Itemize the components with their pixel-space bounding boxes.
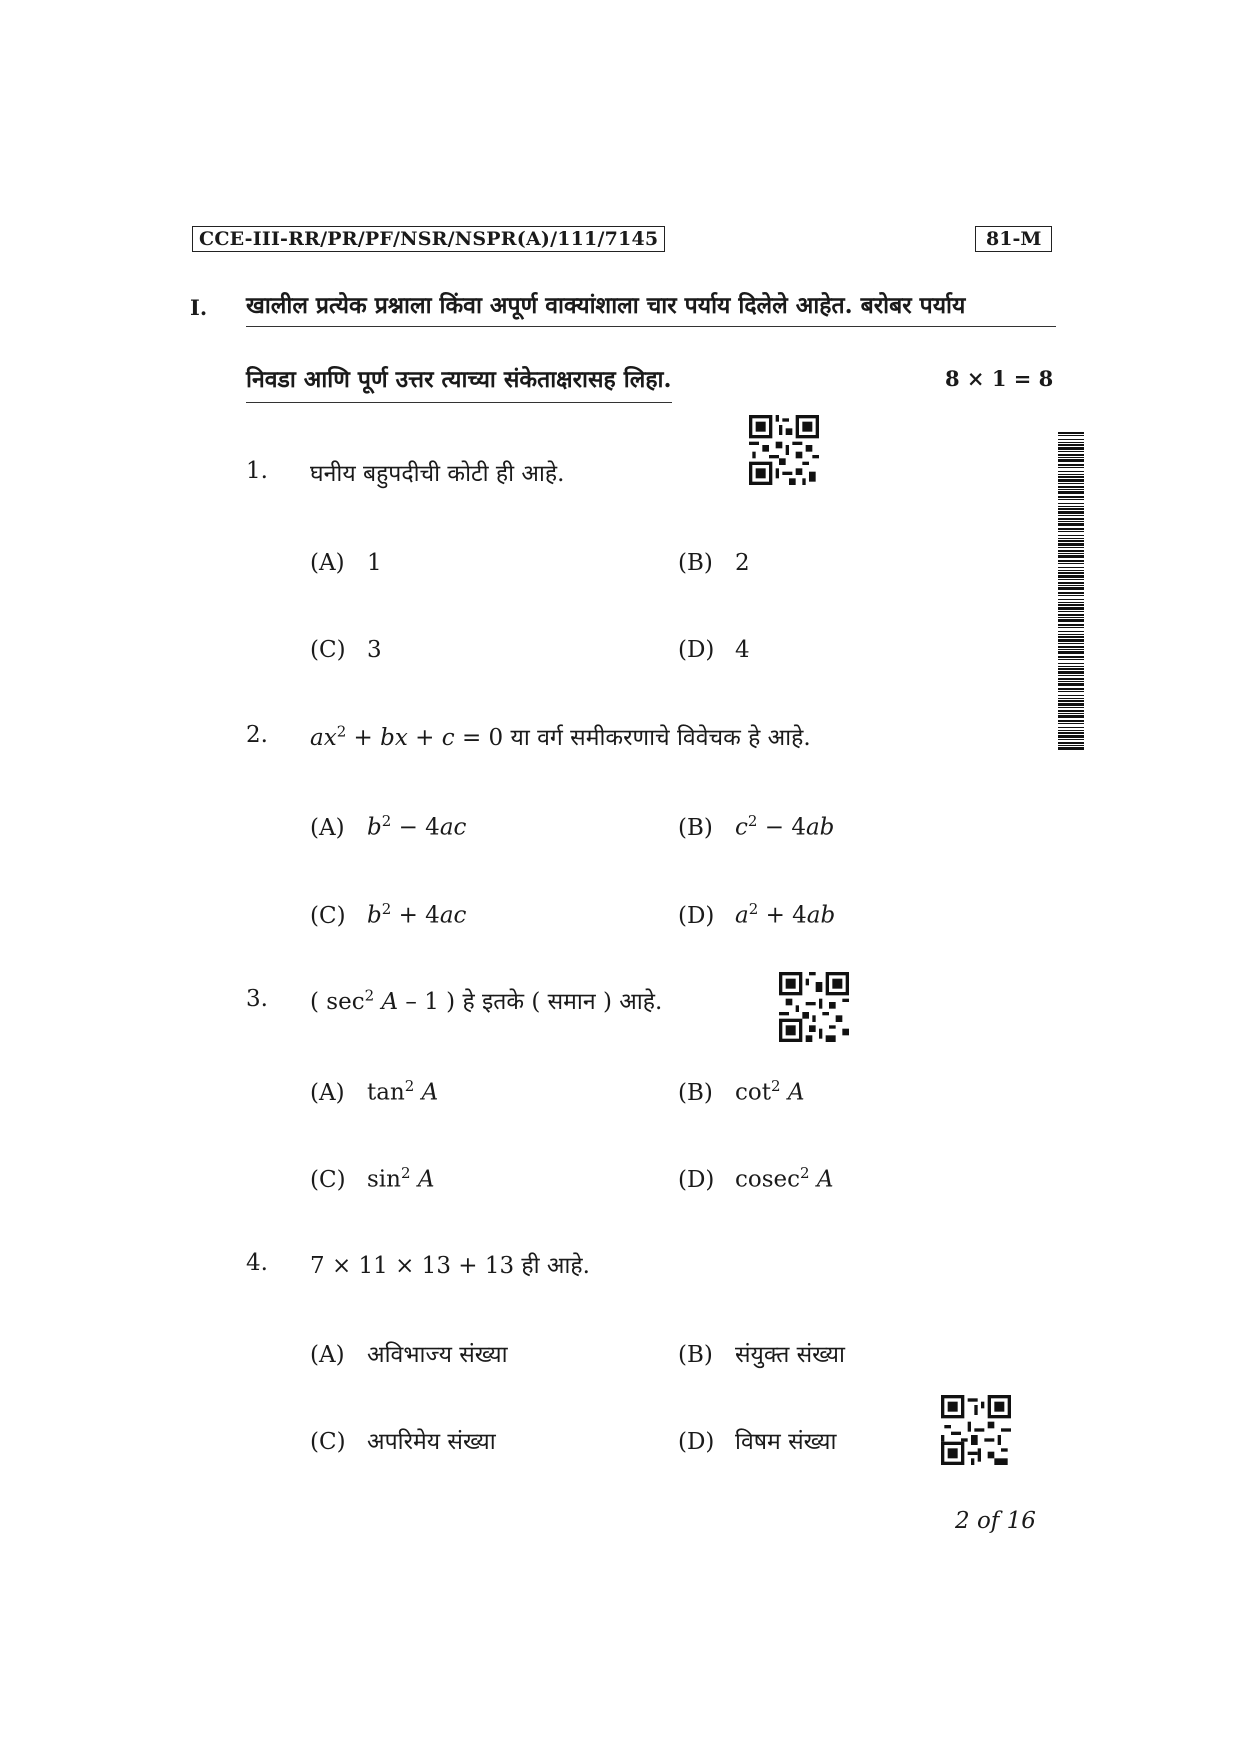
- option-label: (B): [678, 1079, 713, 1106]
- option-b: [678, 1337, 845, 1369]
- option-c: [310, 1424, 496, 1456]
- option-b: [678, 550, 750, 576]
- section-marks: 8 × 1 = 8: [945, 366, 1054, 391]
- page-number: 2 of 16: [955, 1508, 1036, 1534]
- subject-code: 81-M: [975, 226, 1052, 252]
- option-label: (D): [678, 637, 715, 663]
- option-c: (C) $b^2 + 4ac$: [310, 900, 467, 929]
- question-number: 3.: [246, 986, 268, 1012]
- option-label: (C): [310, 1166, 346, 1193]
- option-text: 2: [735, 550, 750, 576]
- option-a: [310, 1337, 508, 1369]
- option-label: (C): [310, 902, 346, 929]
- qr-code-icon: [778, 972, 850, 1042]
- option-text: संयुक्त संख्या: [735, 1342, 845, 1368]
- question-number: 1.: [246, 458, 268, 484]
- option-label: (B): [678, 1342, 713, 1368]
- option-text: 3: [367, 637, 382, 663]
- option-b: (B) $c^2 - 4ab$: [678, 812, 835, 841]
- option-text: अपरिमेय संख्या: [367, 1429, 496, 1455]
- question-number: 2.: [246, 722, 268, 748]
- question-text-suffix: हे इतके ( समान ) आहे.: [462, 989, 663, 1015]
- option-label: (A): [310, 550, 345, 576]
- question-text: $ax^2$ + bx + c = 0 या वर्ग समीकरणाचे विवेचक हे आहे.: [310, 722, 811, 751]
- qr-code-icon: [748, 415, 820, 485]
- option-label: (D): [678, 1429, 715, 1455]
- option-label: (B): [678, 550, 713, 576]
- option-a: [310, 550, 382, 576]
- option-label: (D): [678, 902, 715, 929]
- option-d: (D) cosec$^2$ A: [678, 1164, 834, 1193]
- qr-code-icon: [940, 1395, 1012, 1465]
- option-c: [310, 637, 382, 663]
- option-label: (C): [310, 637, 346, 663]
- option-text: 4: [735, 637, 750, 663]
- option-label: (A): [310, 1079, 345, 1106]
- option-label: (B): [678, 814, 713, 841]
- option-label: (D): [678, 1166, 715, 1193]
- question-text-suffix: या वर्ग समीकरणाचे विवेचक हे आहे.: [510, 725, 811, 751]
- instruction-line-2: निवडा आणि पूर्ण उत्तर त्याच्या संकेताक्षरासह लिहा.: [246, 362, 672, 403]
- section-number: I.: [190, 295, 208, 320]
- option-text: विषम संख्या: [735, 1429, 837, 1455]
- option-a: (A) $b^2 - 4ac$: [310, 812, 467, 841]
- option-text: 1: [367, 550, 382, 576]
- option-label: (A): [310, 814, 345, 841]
- option-d: [678, 1424, 836, 1456]
- option-label: (A): [310, 1342, 345, 1368]
- barcode-icon: [1058, 432, 1084, 750]
- option-text: अविभाज्य संख्या: [367, 1342, 508, 1368]
- paper-code: CCE-III-RR/PR/PF/NSR/NSPR(A)/111/7145: [192, 226, 665, 252]
- question-text: ( $\sec^2 A - 1$ ) हे इतके ( समान ) आहे.: [310, 986, 663, 1015]
- question-text: 7 × 11 × 13 + 13 ही आहे.: [310, 1253, 590, 1279]
- question-number: 4.: [246, 1250, 268, 1276]
- option-label: (C): [310, 1429, 346, 1455]
- option-b: (B) $\cot^2 A$: [678, 1077, 805, 1106]
- question-text: घनीय बहुपदीची कोटी ही आहे.: [310, 461, 565, 487]
- option-d: [678, 637, 750, 663]
- option-c: (C) $\sin^2 A$: [310, 1164, 435, 1193]
- instruction-line-1: खालील प्रत्येक प्रश्नाला किंवा अपूर्ण वाक्यांशाला चार पर्याय दिलेले आहेत. बरोबर पर्याय: [246, 288, 1056, 327]
- option-d: (D) $a^2 + 4ab$: [678, 900, 836, 929]
- option-a: (A) $\tan^2 A$: [310, 1077, 439, 1106]
